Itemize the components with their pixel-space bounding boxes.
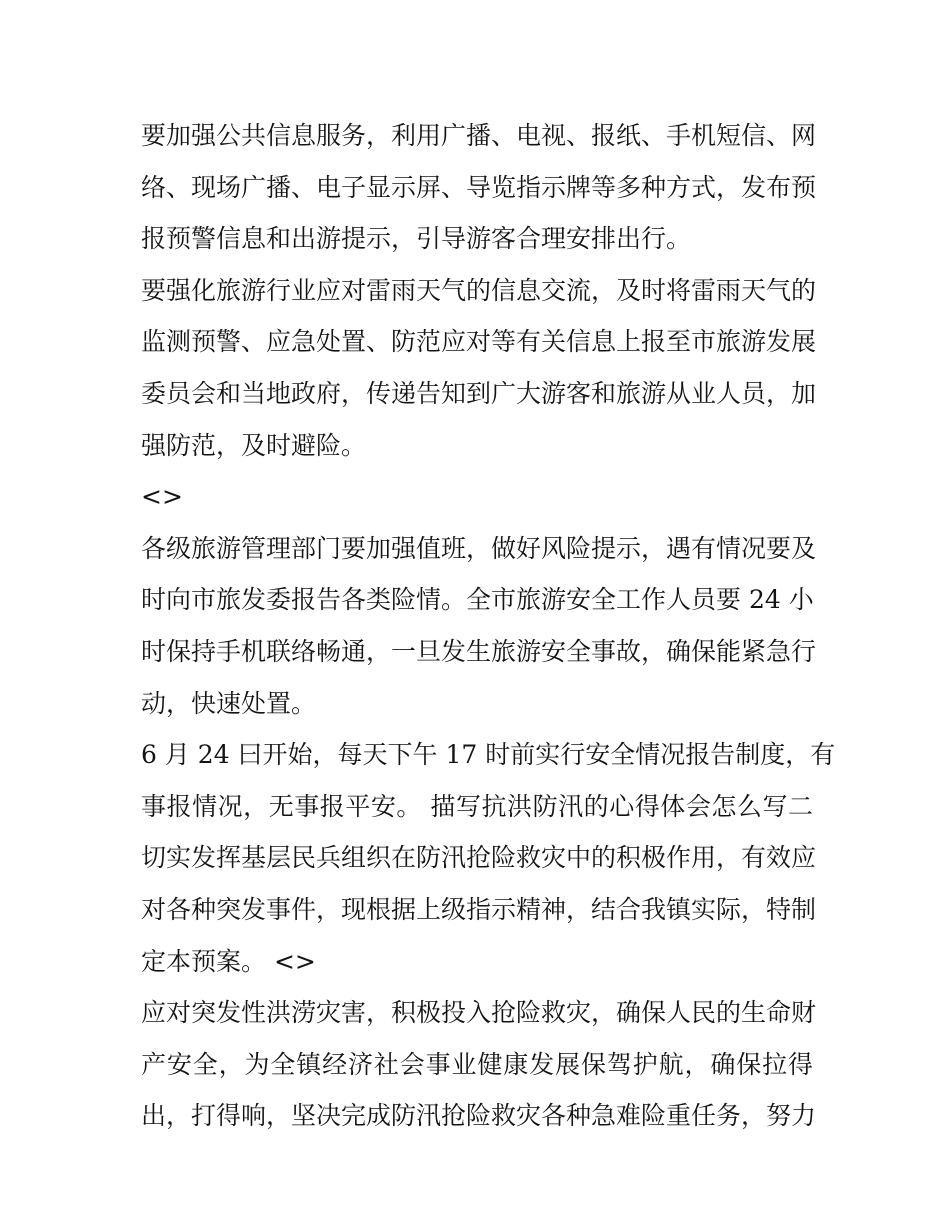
text-line: 时向市旅发委报告各类险情。全市旅游安全工作人员要 24 小 — [141, 585, 814, 615]
text-line: 络、现场广播、电子显示屏、导览指示牌等多种方式，发布预 — [141, 172, 817, 202]
text-line: 6 月 24 曰开始，每天下午 17 时前实行安全情况报告制度，有 — [141, 740, 836, 770]
text-line: 时保持手机联络畅通，一旦发生旅游安全事故，确保能紧急行 — [141, 636, 817, 666]
text-line: 应对突发性洪涝灾害，积极投入抢险救灾，确保人民的生命财 — [141, 998, 817, 1028]
text-line: 定本预案。 <> — [141, 946, 316, 976]
text-line: 出，打得响，坚决完成防汛抢险救灾各种急难险重任务，努力 — [141, 1101, 817, 1131]
text-line: 强防范，及时避险。 — [141, 430, 367, 460]
text-line: 事报情况，无事报平安。 描写抗洪防汛的心得体会怎么写二 — [141, 791, 813, 821]
text-line: 切实发挥基层民兵组织在防汛抢险救灾中的积极作用，有效应 — [141, 843, 817, 873]
text-line: 要加强公共信息服务，利用广播、电视、报纸、手机短信、网 — [141, 121, 817, 150]
document-body — [141, 110, 836, 1142]
text-line: 要强化旅游行业应对雷雨天气的信息交流，及时将雷雨天气的 — [141, 275, 817, 305]
text-line: 各级旅游管理部门要加强值班，做好风险提示，遇有情况要及 — [141, 533, 817, 563]
text-line: 报预警信息和出游提示，引导游客合理安排出行。 — [141, 224, 692, 254]
text-line: <> — [141, 482, 183, 512]
text-line: 监测预警、应急处置、防范应对等有关信息上报至市旅游发展 — [141, 327, 817, 357]
text-line: 动，快速处置。 — [141, 688, 317, 718]
text-line: 产安全，为全镇经济社会事业健康发展保驾护航，确保拉得 — [141, 1049, 813, 1079]
text-line: 对各种突发事件，现根据上级指示精神，结合我镇实际，特制 — [141, 894, 817, 924]
text-line: 委员会和当地政府，传递告知到广大游客和旅游从业人员，加 — [141, 378, 817, 408]
